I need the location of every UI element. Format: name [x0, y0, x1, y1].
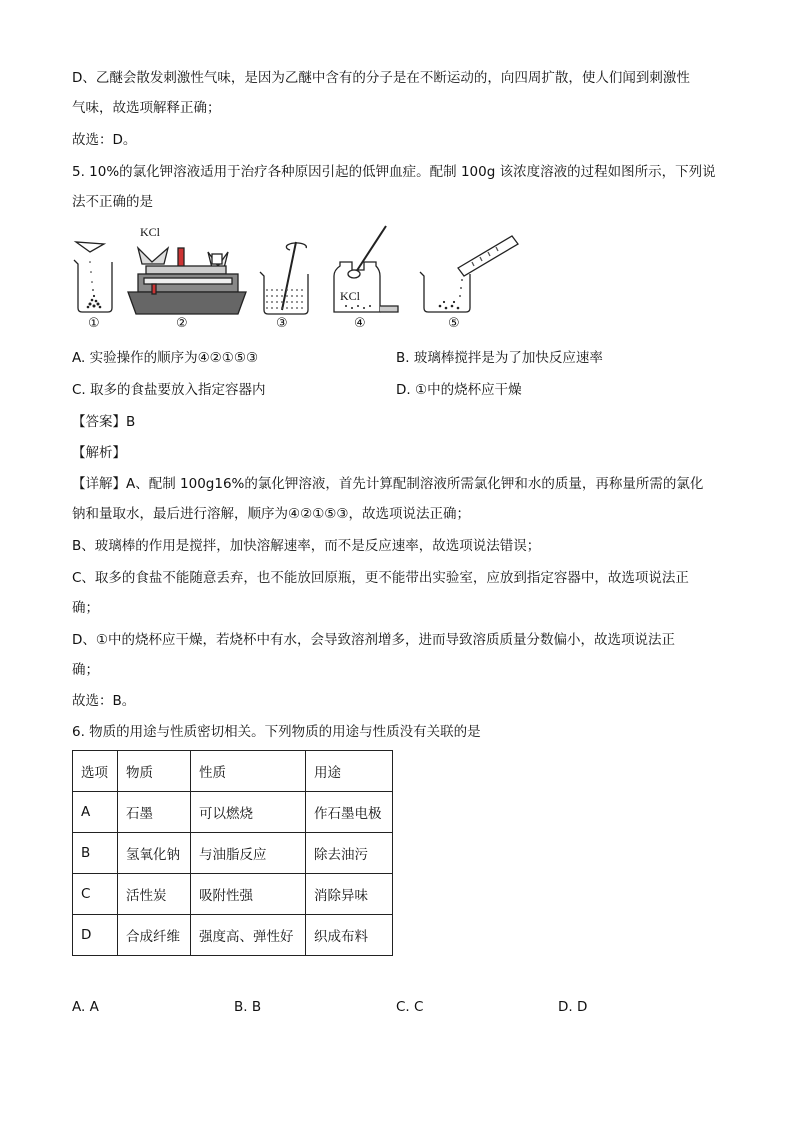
- table-cell: B: [73, 833, 118, 874]
- figure-label-2: ②: [176, 316, 188, 331]
- figure-label-1: ①: [88, 316, 100, 331]
- reagent-bottle-step-4: [334, 226, 398, 312]
- bottle-kcl-label: KCl: [340, 289, 361, 303]
- table-cell: 强度高、弹性好: [191, 915, 306, 956]
- table-cell: 消除异味: [306, 874, 393, 915]
- table-cell: 织成布料: [306, 915, 393, 956]
- paragraph-line: D、乙醚会散发刺激性气味，是因为乙醚中含有的分子是在不断运动的，向四周扩散，使人们闻到刺激性: [72, 70, 690, 86]
- detail-line: 确；: [72, 600, 99, 616]
- question-5-stem: 法不正确的是: [72, 194, 153, 210]
- figure-label-5: ⑤: [448, 316, 460, 331]
- table-cell: 活性炭: [118, 874, 191, 915]
- table-cell: C: [73, 874, 118, 915]
- option-d: D. ①中的烧杯应干燥: [396, 382, 522, 398]
- option-a: A. 实验操作的顺序为④②①⑤③: [72, 350, 259, 366]
- figure-label-3: ③: [276, 316, 288, 331]
- detail-line: B、玻璃棒的作用是搅拌，加快溶解速率，而不是反应速率，故选项说法错误；: [72, 538, 541, 554]
- question-6-stem: 6. 物质的用途与性质密切相关。下列物质的用途与性质没有关联的是: [72, 724, 481, 740]
- detail-line: D、①中的烧杯应干燥，若烧杯中有水，会导致溶剂增多，进而导致溶质质量分数偏小，故选项说法正: [72, 632, 675, 648]
- table-cell: A: [73, 792, 118, 833]
- answer-option-b: B. B: [234, 999, 262, 1015]
- table-cell: 吸附性强: [191, 874, 306, 915]
- detail-line: 【详解】A、配制 100g16%的氯化钾溶液，首先计算配制溶液所需氯化钾和水的质量，再称量所需的氯化: [72, 476, 704, 492]
- paragraph-line: 故选：D。: [72, 132, 137, 148]
- table-row: [73, 874, 393, 915]
- detail-line: 钠和量取水，最后进行溶解，顺序为④②①⑤③，故选项说法正确；: [72, 506, 471, 522]
- detail-line: C、取多的食盐不能随意丢弃，也不能放回原瓶，更不能带出实验室，应放到指定容器中，故选项说法正: [72, 570, 689, 586]
- table-cell: 氢氧化钠: [118, 833, 191, 874]
- analysis-label: 【解析】: [72, 445, 126, 461]
- answer-option-c: C. C: [396, 999, 424, 1015]
- header-cell: 选项: [73, 751, 118, 792]
- answer-option-d: D. D: [558, 999, 588, 1015]
- table-cell: 石墨: [118, 792, 191, 833]
- header-cell: 用途: [306, 751, 393, 792]
- beaker-step-1: [74, 242, 112, 312]
- option-b: B. 玻璃棒搅拌是为了加快反应速率: [396, 350, 603, 366]
- paragraph-line: 气味，故选项解释正确；: [72, 100, 221, 116]
- detail-line: 确；: [72, 662, 99, 678]
- table-cell: 作石墨电极: [306, 792, 393, 833]
- table-cell: D: [73, 915, 118, 956]
- table-cell: 可以燃烧: [191, 792, 306, 833]
- answer-option-a: A. A: [72, 999, 99, 1015]
- table-row: [73, 833, 393, 874]
- beaker-step-3-stirring: [260, 242, 308, 314]
- solution-preparation-figure: [68, 222, 538, 340]
- table-row: [73, 792, 393, 833]
- table-cell: 与油脂反应: [191, 833, 306, 874]
- header-cell: 性质: [191, 751, 306, 792]
- table-header-row: [73, 751, 393, 792]
- question-5-stem: 5. 10%的氯化钾溶液适用于治疗各种原因引起的低钾血症。配制 100g 该浓度溶液的过程如图所示，下列说: [72, 164, 716, 180]
- property-use-table: [72, 750, 393, 956]
- table-row: [73, 915, 393, 956]
- kcl-label: KCl: [140, 225, 161, 239]
- option-c: C. 取多的食盐要放入指定容器内: [72, 382, 266, 398]
- header-cell: 物质: [118, 751, 191, 792]
- figure-label-4: ④: [354, 316, 366, 331]
- balance-step-2: [128, 225, 246, 314]
- choose-line: 故选：B。: [72, 693, 136, 709]
- answer-label: 【答案】B: [72, 414, 136, 430]
- table-cell: 合成纤维: [118, 915, 191, 956]
- beaker-step-5-pouring: [420, 236, 518, 312]
- table-cell: 除去油污: [306, 833, 393, 874]
